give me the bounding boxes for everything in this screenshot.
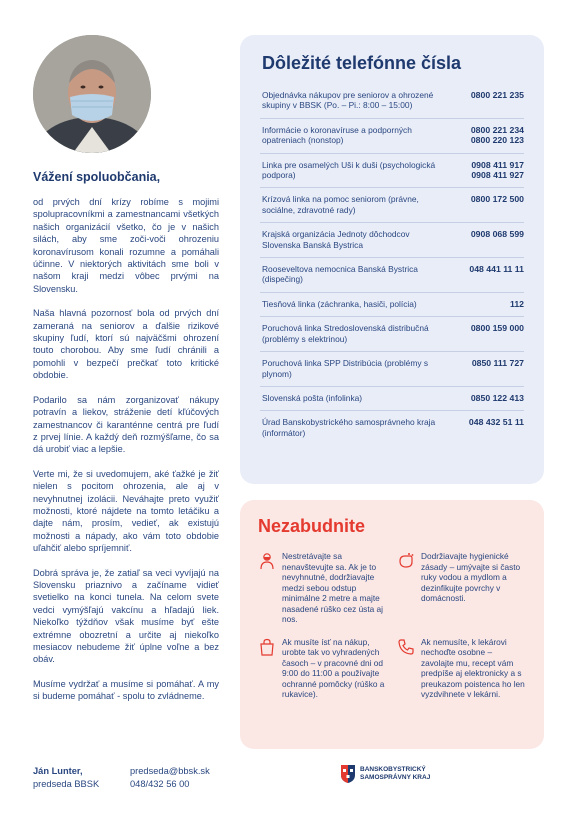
letter-paragraph: Dobrá správa je, že zatiaľ sa veci vyvíjajú na Slovensku priaznivo a začíname vidieť svetielko na konci tunela. Na celom svete vedci vymýšľajú vakcínu a hľadajú liek. Niekoľko týždňov však musíme byť ešte extrémne obozretní a určite aj niekoľko mesiacov nebudeme žiť úplne voľne a bez obáv. [33,567,219,665]
phone-row [260,410,524,445]
phone-label: Krízová linka na pomoc seniorom (právne, sociálne, zdravotné rady) [262,194,419,215]
tip-item [258,637,387,700]
phone-number[interactable]: 0908 068 599 [470,229,524,240]
phone-label: Tiesňová linka (záchranka, hasiči, polícia) [262,298,417,309]
letter-greeting: Vážení spoluobčania, [33,170,161,184]
phone-row [260,118,524,153]
phone-row [260,386,524,410]
phone-row [260,153,524,188]
phone-label: Slovenská pošta (infolinka) [262,392,363,403]
letter-paragraph: od prvých dní krízy robíme s mojimi spolupracovníkmi a zamestnancami všetkých našich organizácií všetko, čo je v našich silách, aby sme zoči-voči ohrozeniu koronavírusom konali rozumne a pomáhali účinne. V niektorých aktivitách sme boli v našom kraji medzi vôbec prvými na Slovensku. [33,197,219,294]
letter-body [33,196,219,715]
phone-row [260,292,524,316]
phone-icon [397,638,415,656]
reminders-panel [240,500,544,749]
letter-paragraph: Verte mi, že si uvedomujem, aké ťažké je žiť nielen s pocitom ohrozenia, ale aj v nevyhnutnej izolácii. Neváhajte preto využiť možnosti, ktoré nájdete na tomto letáčiku a dajte nám, prosím, vedieť, ak existujú možnosti a nápady, ako vám toto obdobie uľahčiť alebo spríjemniť. [33,468,219,554]
tip-text: Ak musíte ísť na nákup, urobte tak vo vyhradených časoch – v pracovné dni od 9:00 do 11:00 a používajte ochranné pomôcky (rúško a rukavice). [282,636,385,699]
signature [33,765,99,791]
tip-text: Dodržiavajte hygienické zásady – umývajte si často ruky vodou a mydlom a dezinfikujte povrchy v domácnosti. [421,551,521,603]
contact-phone: 048/432 56 00 [130,779,190,789]
phone-label: Informácie o koronavíruse a podporných opatreniach (nonstop) [262,124,412,146]
person-distance-icon [258,552,276,570]
contact-email: predseda@bbsk.sk [130,766,210,776]
bbsk-logo [340,764,430,784]
phones-title: Dôležité telefónne čísla [262,53,462,73]
phone-row [260,316,524,351]
phone-number[interactable]: 112 [509,298,524,309]
phone-label: Rooseveltova nemocnica Banská Bystrica (dispečing) [262,264,418,285]
phone-row [260,351,524,386]
phone-label: Linka pre osamelých Uši k duši (psychologická podpora) [262,159,436,181]
phone-number[interactable]: 0800 172 500 [470,194,524,205]
phone-label: Objednávka nákupov pre seniorov a ohrozené skupiny v BBSK (Po. – Pi.: 8:00 – 15:00) [262,90,434,111]
phone-row [260,187,524,222]
logo-line2: SAMOSPRÁVNY KRAJ [360,774,431,781]
tip-text: Ak nemusíte, k lekárovi nechoďte osobne – zavolajte mu, recept vám predpíše aj elektronicky a s preukazom poistenca ho len vyzdvihnete v lekárni. [421,636,525,699]
phone-number[interactable]: 0908 411 917 0908 411 927 [471,159,524,181]
phone-label: Úrad Banskobystrického samosprávneho kraja (informátor) [262,417,436,438]
phone-number[interactable]: 0800 221 235 [470,90,524,100]
signature-name: Ján Lunter, [33,766,83,776]
tips-grid [258,551,526,700]
phone-number[interactable]: 048 432 51 11 [468,417,524,428]
letter-paragraph: Naša hlavná pozornosť bola od prvých dní zameraná na seniorov a ďalšie rizikové skupiny ľudí, ktorí sú najväčšmi ohrození touto chorobou. Aby sme ľudí chránili a pomohli v bezpečí prečkať toto kritické obdobie. [33,308,219,381]
tip-item [397,551,526,625]
phone-row [260,84,524,118]
phone-row [260,222,524,257]
handwash-icon [397,552,415,570]
phone-number[interactable]: 0800 221 234 0800 220 123 [470,124,524,146]
shopping-bag-icon [258,638,276,656]
phone-number[interactable]: 0850 122 413 [470,392,524,403]
signature-title: predseda BBSK [33,779,100,789]
coat-of-arms-icon [340,764,356,784]
phone-number[interactable]: 0850 111 727 [471,358,524,369]
phone-row [260,257,524,292]
phone-label: Krajská organizácia Jednoty dôchodcov Slovenska Banská Bystrica [262,229,410,250]
phone-numbers-panel [240,35,544,484]
logo-line1: BANSKOBYSTRICKÝ [360,766,426,773]
signature-contact [130,765,210,791]
tip-item [397,637,526,700]
reminders-title: Nezabudnite [258,516,366,536]
portrait-photo [33,35,151,153]
tip-item [258,551,387,625]
phone-label: Poruchová linka SPP Distribúcia (problémy s plynom) [262,358,429,379]
phone-number[interactable]: 048 441 11 11 [469,264,524,275]
letter-paragraph: Musíme vydržať a musíme si pomáhať. A my si budeme pomáhať - spolu to zvládneme. [33,678,219,702]
phone-label: Poruchová linka Stredoslovenská distribučná (problémy s elektrinou) [262,323,429,344]
phone-number[interactable]: 0800 159 000 [470,323,524,334]
tip-text: Nestretávajte sa nenavštevujte sa. Ak je to nevyhnutné, dodržiavajte medzi sebou odstup minimálne 2 metre a majte nasadené rúško cez ústa aj nos. [282,551,384,624]
letter-paragraph: Podarilo sa nám zorganizovať nákupy potravín a liekov, stráženie detí kľúčových zamestnancov či karanténne centrá pre ľudí z prvej línie. A každý deň rozmýšľame, čo sa dá urobiť viac a lepšie. [33,394,219,455]
phone-list [260,84,524,445]
